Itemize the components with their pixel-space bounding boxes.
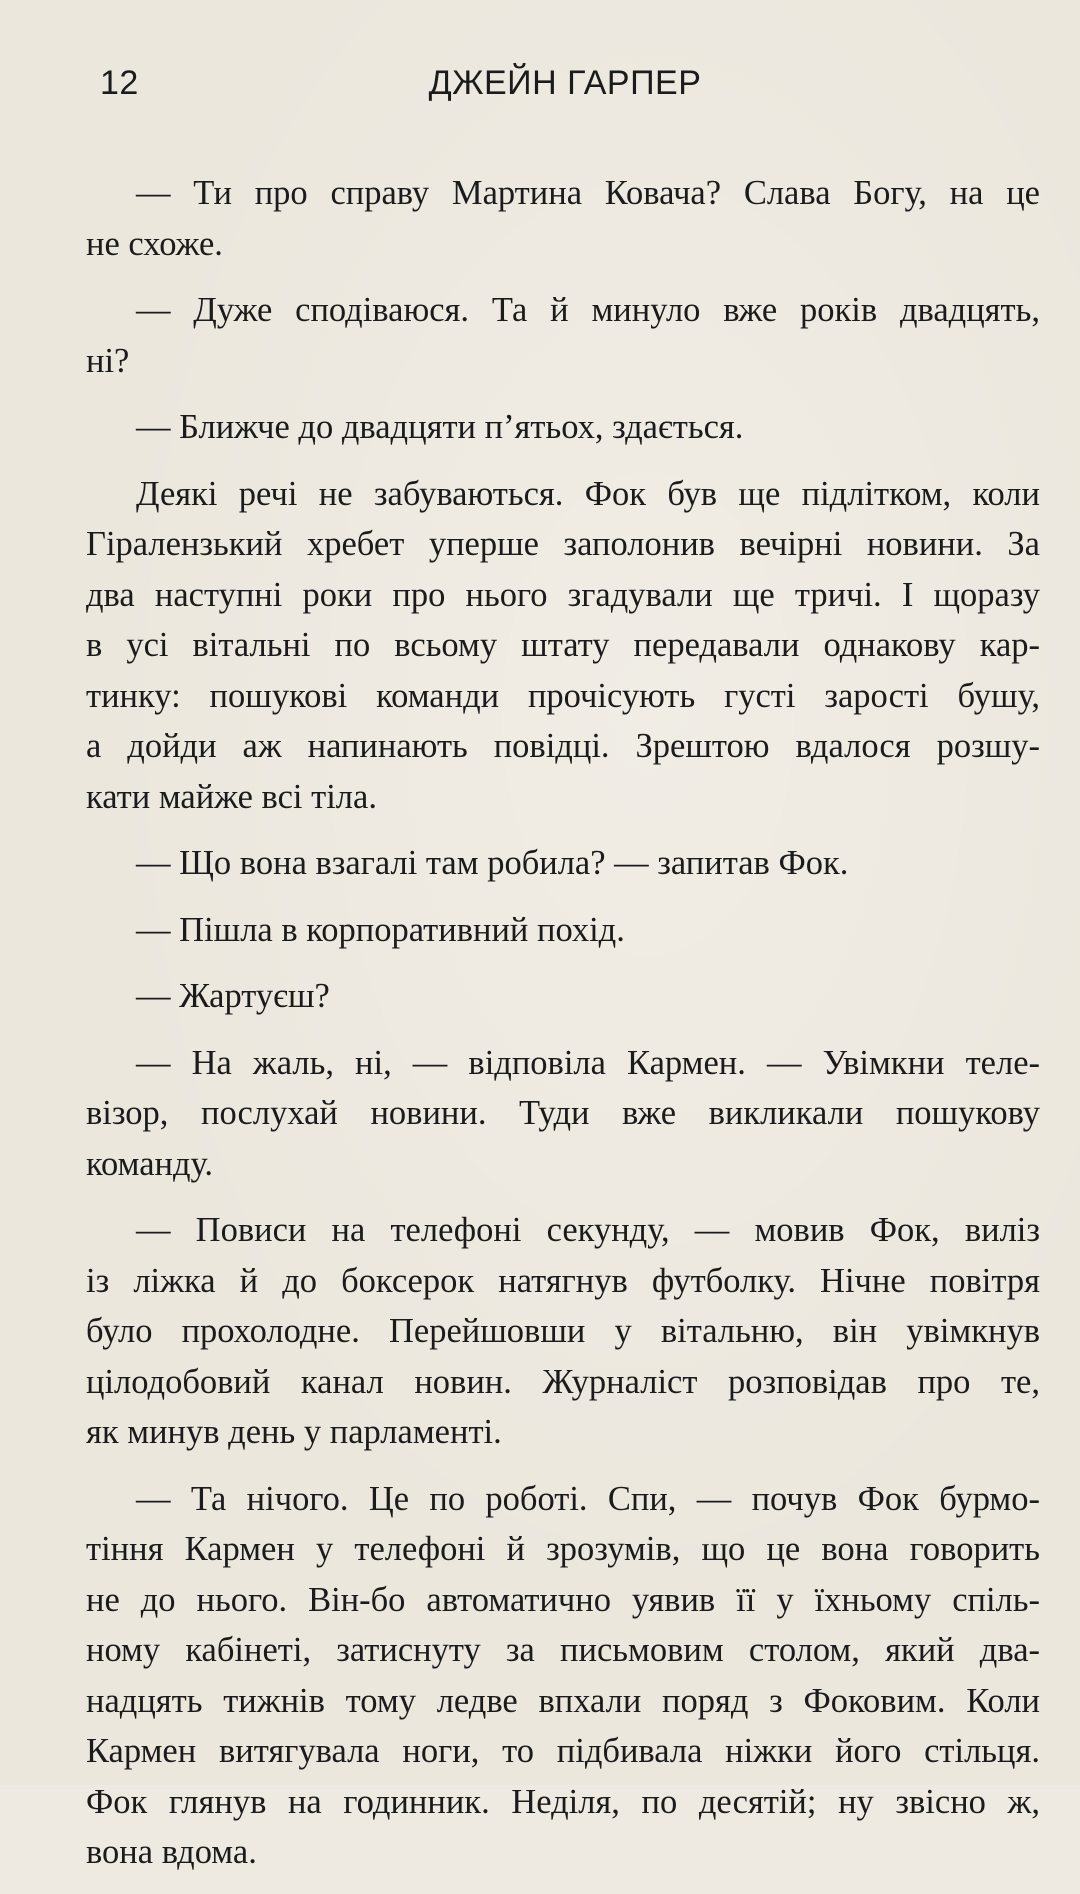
paragraph <box>86 971 1040 1022</box>
text-line: кати майже всі тіла. <box>86 777 377 816</box>
text-line: було прохолодне. Перейшовши у вітальню, він увімкнув <box>86 1312 1040 1350</box>
text-line: ні? <box>86 341 130 380</box>
text-line: — Ближче до двадцяти п’ятьох, здається. <box>136 408 744 446</box>
running-head: ДЖЕЙН ГАРПЕР <box>428 64 702 102</box>
page-number: 12 <box>100 64 139 102</box>
text-line: Деякі речі не забуваються. Фок був ще підлітком, коли <box>136 474 1040 513</box>
text-line: тинку: пошукові команди прочісують густі зарості бушу, <box>86 676 1040 715</box>
text-line: — Що вона взагалі там робила? — запитав Фок. <box>136 844 849 882</box>
paragraph <box>86 168 1040 269</box>
text-line: не до нього. Він-бо автоматично уявив її у їхньому спіль- <box>86 1580 1040 1619</box>
paragraph <box>86 402 1040 453</box>
text-line: цілодобовий канал новин. Журналіст розповідав про те, <box>86 1362 1040 1401</box>
text-line: — Дуже сподіваюся. Та й минуло вже років двадцять, <box>136 291 1040 329</box>
text-line: — Повиси на телефоні секунду, — мовив Фок, виліз <box>136 1211 1040 1249</box>
paragraph <box>86 285 1040 386</box>
paragraph <box>86 469 1040 823</box>
text-line: Гіралензький хребет уперше заполонив вечірні новини. За <box>86 525 1040 563</box>
text-line: тіння Кармен у телефоні й зрозумів, що це вона говорить <box>86 1530 1040 1568</box>
text-line: ному кабінеті, затиснуту за письмовим столом, який два- <box>86 1631 1040 1669</box>
text-line: команду. <box>86 1144 213 1183</box>
text-line: як минув день у парламенті. <box>86 1413 502 1451</box>
paragraph <box>86 1038 1040 1190</box>
paragraph <box>86 1474 1040 1878</box>
text-line: візор, послухай новини. Туди вже викликали пошукову <box>86 1094 1040 1132</box>
text-line: не схоже. <box>86 224 223 263</box>
text-line: два наступні роки про нього згадували ще тричі. І щоразу <box>86 575 1040 614</box>
body-text <box>86 168 1040 1894</box>
text-line: — На жаль, ні, — відповіла Кармен. — Увімкни теле- <box>136 1043 1040 1082</box>
text-line: — Жартуєш? <box>136 977 330 1015</box>
paragraph <box>86 905 1040 956</box>
page-header <box>100 60 1030 120</box>
text-line: надцять тижнів тому ледве впхали поряд з Фоковим. Коли <box>86 1681 1040 1720</box>
text-line: — Ти про справу Мартина Ковача? Слава Богу, на це <box>136 174 1040 212</box>
text-line: Кармен витягувала ноги, то підбивала ніжки його стільця. <box>86 1732 1040 1770</box>
text-line: — Пішла в корпоративний похід. <box>136 910 625 949</box>
text-line: а дойди аж напинають повідці. Зрештою вдалося розшу- <box>86 727 1040 765</box>
text-line: — Та нічого. Це по роботі. Спи, — почув Фок бурмо- <box>136 1479 1040 1518</box>
text-line: в усі вітальні по всьому штату передавали однакову кар- <box>86 626 1040 664</box>
text-line: Фок глянув на годинник. Неділя, по десятій; ну звісно ж, <box>86 1782 1040 1821</box>
paragraph <box>86 838 1040 889</box>
text-line: із ліжка й до боксерок натягнув футболку. Нічне повітря <box>86 1261 1040 1300</box>
text-line: вона вдома. <box>86 1833 257 1871</box>
paragraph <box>86 1205 1040 1458</box>
